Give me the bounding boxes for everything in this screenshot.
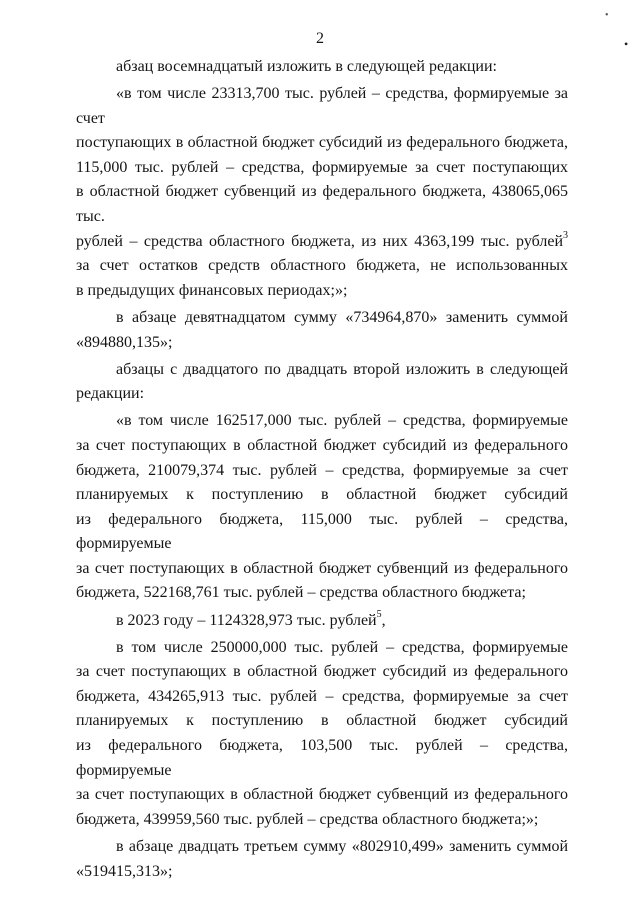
corner-mark: •	[605, 10, 609, 21]
line-suffix: ,	[381, 611, 386, 629]
paragraph	[76, 55, 568, 80]
document-body	[76, 55, 568, 887]
text-line: в абзаце двадцать третьем сумму «802910,499» заменить суммой	[116, 837, 568, 855]
page-number: 2	[316, 30, 324, 47]
text-line: в областной бюджет субвенций из федерального бюджета, 438065,065 тыс.	[76, 183, 568, 226]
text-line: бюджета, 522168,761 тыс. рублей – средства областного бюджета;	[76, 584, 526, 602]
text-line: бюджета, 210079,374 тыс. рублей – средства, формируемые за счет	[76, 461, 568, 479]
text-line: рублей – средства областного бюджета, из них 4363,199 тыс. рублей$^3$	[76, 230, 568, 250]
paragraph	[76, 82, 568, 303]
text-line: абзацы с двадцатого по двадцать второй изложить в следующей	[116, 360, 568, 378]
text-line: в предыдущих финансовых периодах;»;	[76, 281, 348, 299]
text-line: «в том числе 23313,700 тыс. рублей – средства, формируемые за счет	[76, 85, 568, 127]
text-line: за счет остатков средств областного бюджета, не использованных	[76, 257, 568, 275]
text-line: за счет поступающих в областной бюджет субвенций из федерального	[76, 786, 568, 804]
text-line: из федерального бюджета, 115,000 тыс. рублей – средства, формируемые	[76, 510, 568, 553]
paragraph	[76, 636, 568, 833]
paragraph	[76, 306, 568, 355]
paragraph	[76, 358, 568, 407]
text-line: в том числе 250000,000 тыс. рублей – средства, формируемые	[116, 638, 568, 656]
text-line: бюджета, 434265,913 тыс. рублей – средства, формируемые за счет	[76, 687, 568, 705]
paragraph	[76, 835, 568, 884]
text-line: в абзаце девятнадцатом сумму «734964,870» заменить суммой	[116, 308, 568, 326]
text-line: планируемых к поступлению в областной бюджет субсидий	[76, 486, 568, 504]
text-line: поступающих в областной бюджет субсидий из федерального бюджета,	[76, 134, 568, 152]
footnote-ref: 3	[563, 230, 568, 242]
text-line: редакции:	[76, 385, 145, 403]
text-line: из федерального бюджета, 103,500 тыс. рублей – средства, формируемые	[76, 737, 568, 779]
text-line: 115,000 тыс. рублей – средства, формируемые за счет поступающих	[76, 158, 568, 176]
text-line: «519415,313»;	[76, 862, 173, 880]
text-line: за счет поступающих в областной бюджет субсидий из федерального	[76, 663, 568, 681]
text-line: абзац восемнадцатый изложить в следующей редакции:	[116, 58, 497, 75]
footnote-ref: 5	[376, 609, 382, 621]
edge-mark: •	[624, 37, 629, 51]
text-line: за счет поступающих в областной бюджет субвенций из федерального	[76, 559, 568, 577]
paragraph	[76, 409, 568, 606]
text-line: «894880,135»;	[76, 333, 173, 351]
text-line: за счет поступающих в областной бюджет субсидий из федерального	[76, 436, 568, 454]
text-line: бюджета, 439959,560 тыс. рублей – средства областного бюджета;»;	[76, 810, 539, 828]
text-line: в 2023 году – 1124328,973 тыс. рублей$^5$,	[116, 609, 386, 629]
text-line: планируемых к поступлению в областной бюджет субсидий	[76, 712, 568, 730]
text-line: «в том числе 162517,000 тыс. рублей – средства, формируемые	[116, 412, 568, 430]
paragraph	[76, 609, 568, 634]
